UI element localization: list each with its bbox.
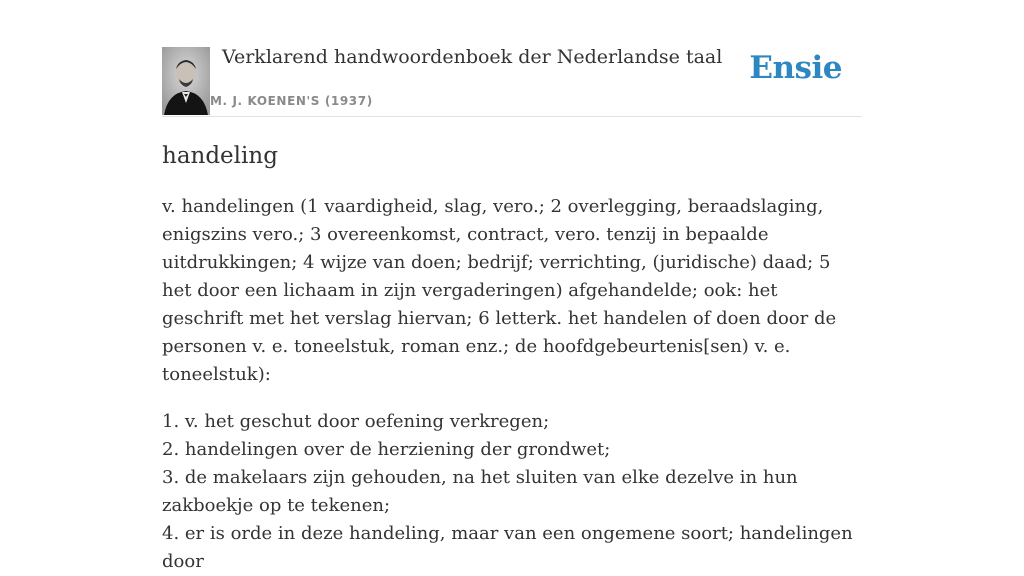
ensie-logo-link[interactable]: Ensie xyxy=(749,50,842,86)
site-header xyxy=(162,0,862,117)
example-item: 1. v. het geschut door oefening verkregen; xyxy=(162,411,550,432)
example-item: 3. de makelaars zijn gehouden, na het sluiten van elke dezelve in hun zakboekje op te tekenen; xyxy=(162,467,798,516)
dictionary-source: M. J. KOENEN'S (1937) xyxy=(210,94,373,108)
entry-examples xyxy=(162,408,862,576)
site-title: Verklarend handwoordenboek der Nederlandse taal xyxy=(222,46,723,68)
entry-definition: v. handelingen (1 vaardigheid, slag, vero.; 2 overlegging, beraadslaging, enigszins vero.; 3 overeenkomst, contract, vero. tenzij in bepaalde uitdrukkingen; 4 wijze van doen; bedrijf; verrichting, (juridische) daad; 5 het door een lichaam in zijn vergaderingen) afgehandelde; ook: het geschrift met het verslag hiervan; 6 letterk. het handelen of doen door de personen v. e. toneelstuk, roman enz.; de hoofdgebeurtenis[sen) v. e. toneelstuk): xyxy=(162,196,837,385)
example-item: 4. er is orde in deze handeling, maar van een ongemene soort; handelingen door xyxy=(162,523,853,572)
page-container xyxy=(162,0,862,576)
author-portrait-icon xyxy=(162,47,210,115)
example-item: 2. handelingen over de herziening der grondwet; xyxy=(162,439,611,460)
entry-headword: handeling xyxy=(162,143,278,169)
